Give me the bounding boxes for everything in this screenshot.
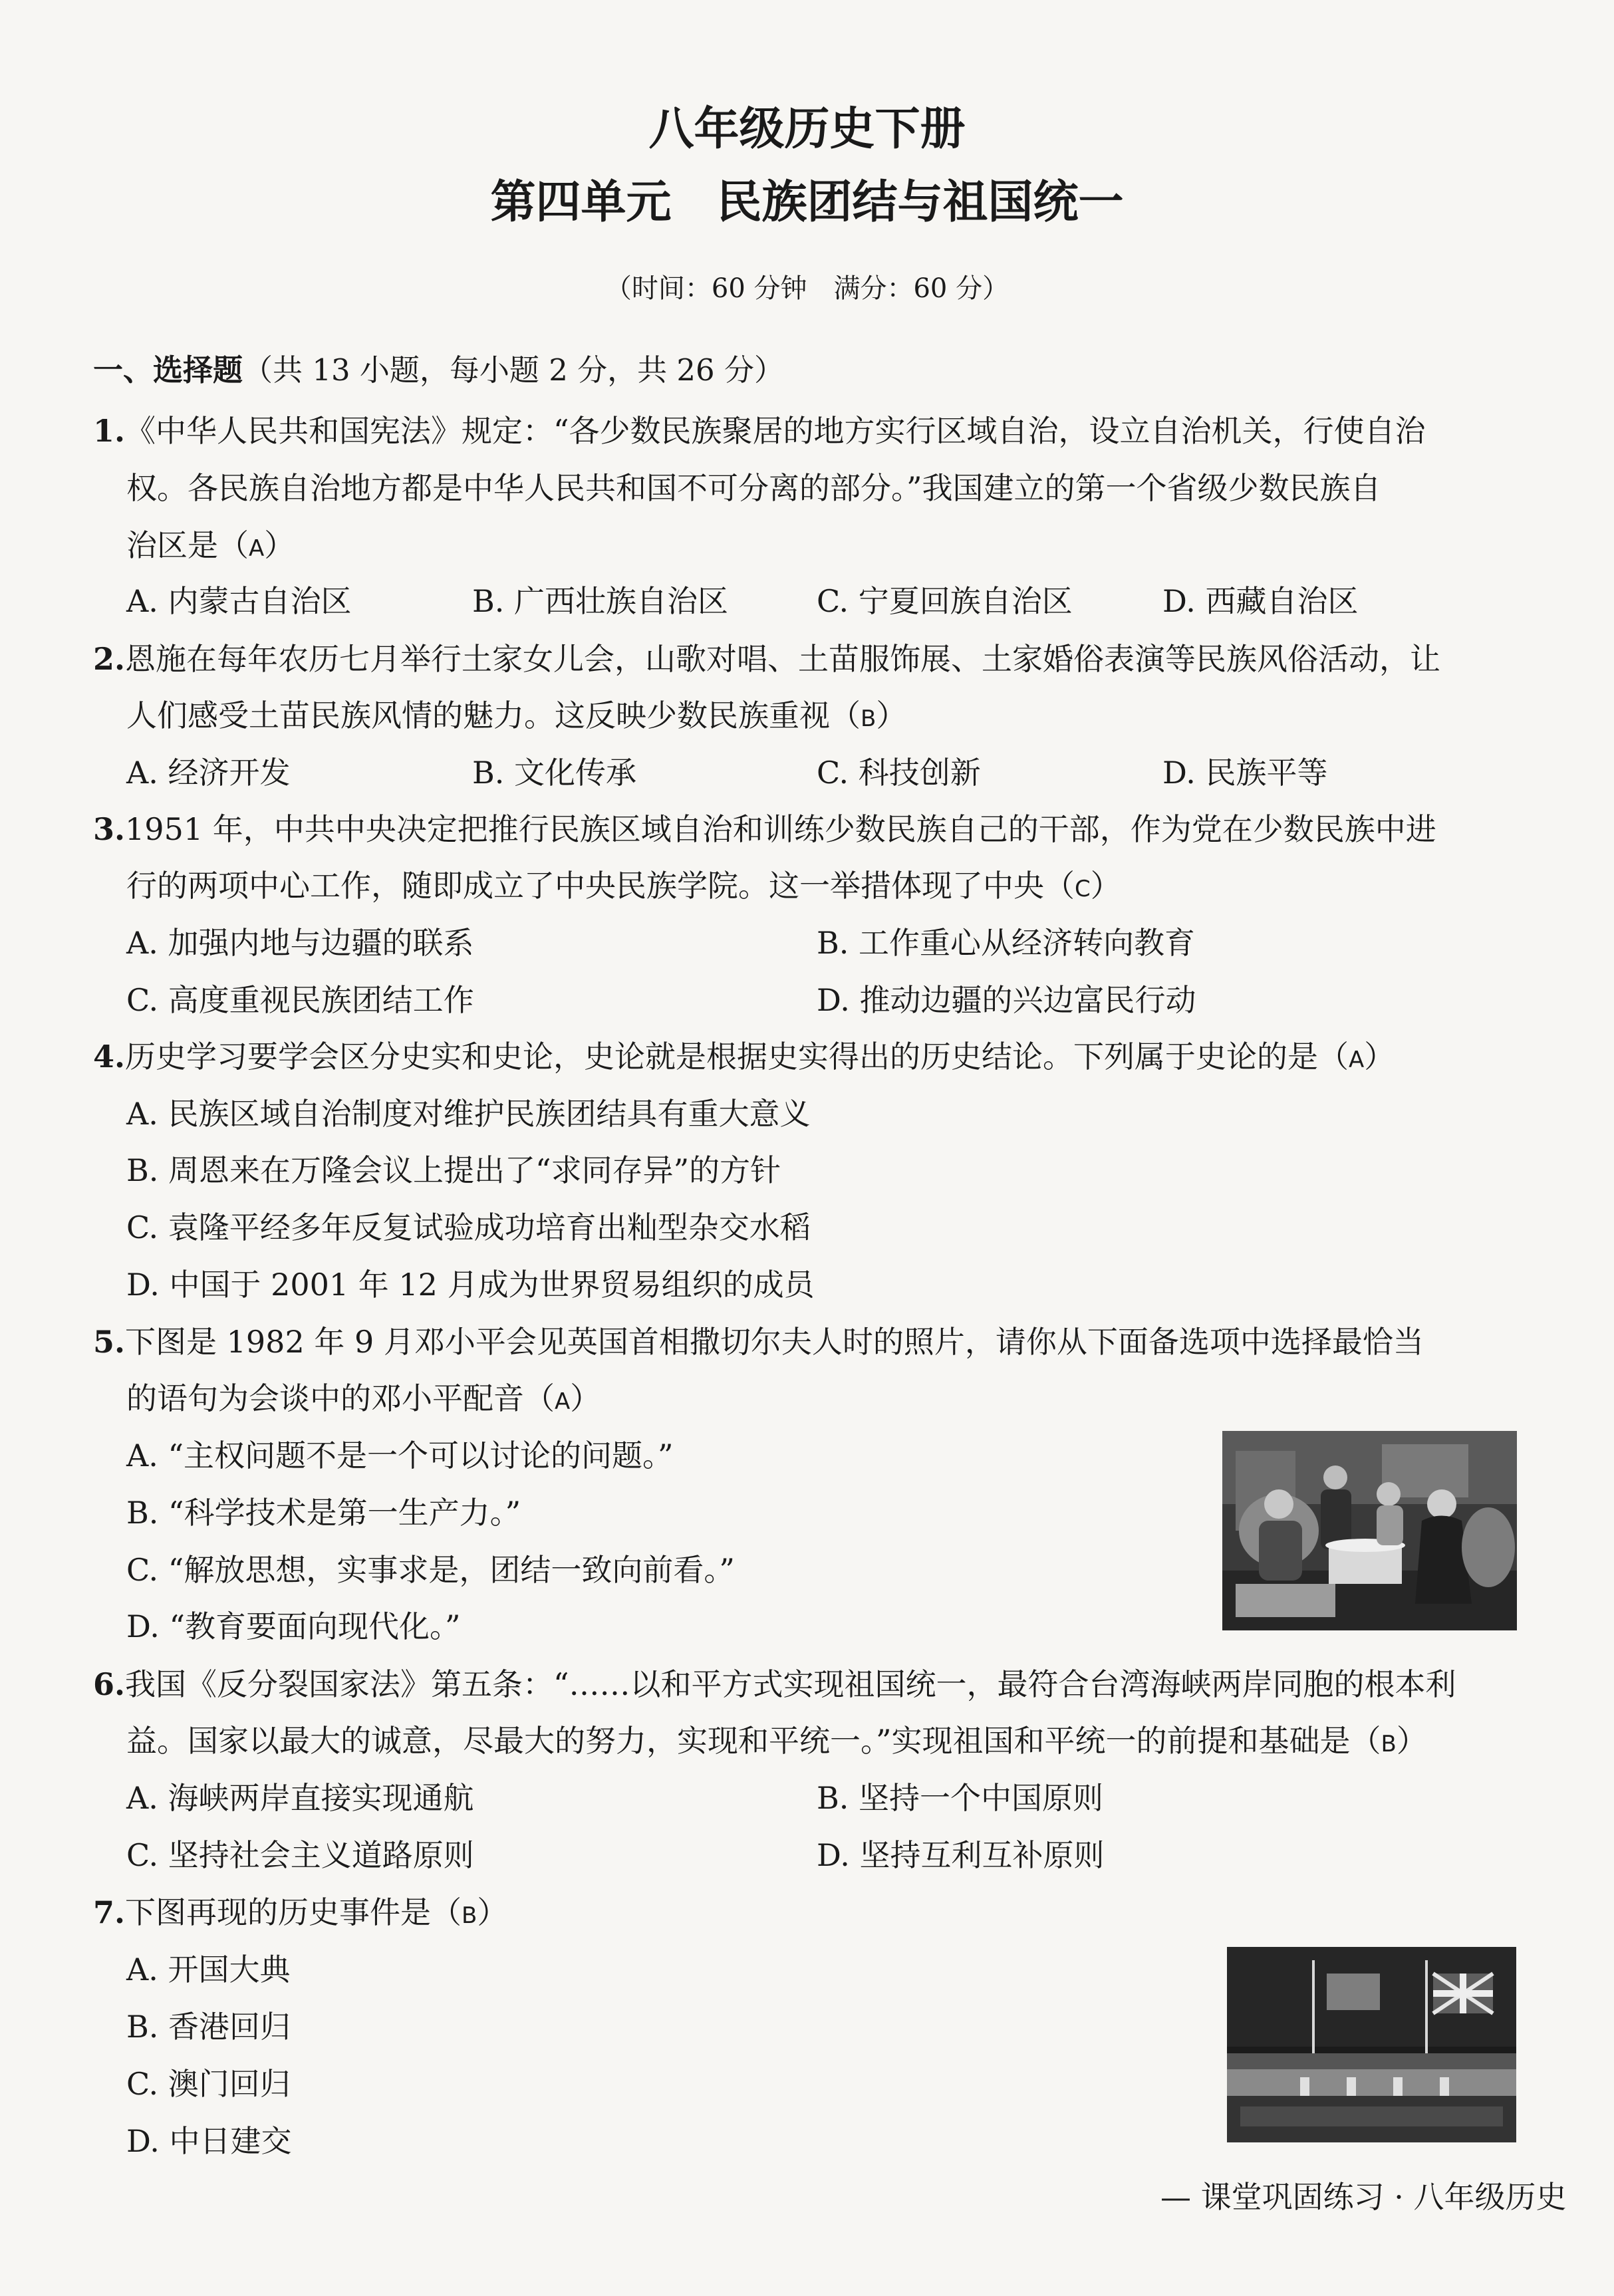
- option-a: A. 民族区域自治制度对维护民族团结具有重大意义: [126, 1096, 811, 1132]
- question-number: 4.: [93, 1039, 126, 1075]
- option-a: A. 加强内地与边疆的联系: [126, 925, 474, 961]
- option-a: A. 经济开发: [126, 755, 291, 791]
- question-1-line-2: 权。各民族自治地方都是中华人民共和国不可分离的部分。”我国建立的第一个省级少数民族自: [126, 470, 1381, 506]
- question-6-line-2: 益。国家以最大的诚意，尽最大的努力，实现和平统一。”实现祖国和平统一的前提和基础是（B）: [126, 1723, 1427, 1759]
- option-d: D. 推动边疆的兴边富民行动: [817, 982, 1196, 1018]
- answer-mark: A: [1349, 1047, 1365, 1073]
- question-1-line-1: 1.《中华人民共和国宪法》规定：“各少数民族聚居的地方实行区域自治，设立自治机关，行使自治: [93, 413, 1426, 449]
- section-desc: （共 13 小题，每小题 2 分，共 26 分）: [243, 352, 784, 388]
- question-number: 6.: [93, 1666, 126, 1702]
- answer-mark: C: [1075, 876, 1091, 902]
- option-b: B. 坚持一个中国原则: [817, 1780, 1104, 1816]
- option-b: B. 广西壮族自治区: [472, 583, 729, 619]
- exam-meta: （时间：60 分钟 满分：60 分）: [605, 273, 1009, 304]
- option-a: A. 海峡两岸直接实现通航: [126, 1780, 474, 1816]
- question-number: 3.: [93, 811, 126, 847]
- unit-title: 第四单元 民族团结与祖国统一: [490, 176, 1124, 229]
- option-b: B. 香港回归: [126, 2009, 291, 2045]
- option-c: C. 坚持社会主义道路原则: [126, 1837, 474, 1873]
- question-number: 1.: [93, 413, 126, 449]
- answer-mark: B: [1381, 1731, 1397, 1757]
- section-heading: [93, 346, 784, 389]
- option-c: C. 科技创新: [817, 755, 981, 791]
- meeting-photo-illustration: [1222, 1431, 1517, 1630]
- question-2-line-2: 人们感受土苗民族风情的魅力。这反映少数民族重视（B）: [126, 698, 907, 733]
- question-5-line-1: 5.下图是 1982 年 9 月邓小平会见英国首相撒切尔夫人时的照片，请你从下面备选项中选择最恰当: [93, 1324, 1424, 1360]
- option-a: A. 内蒙古自治区: [126, 583, 352, 619]
- option-c: C. 澳门回归: [126, 2066, 291, 2102]
- meeting-photo: [1222, 1431, 1517, 1630]
- option-b: B. 周恩来在万隆会议上提出了“求同存异”的方针: [126, 1152, 781, 1188]
- question-3-line-2: 行的两项中心工作，随即成立了中央民族学院。这一举措体现了中央（C）: [126, 868, 1121, 904]
- page-footer: — 课堂巩固练习 · 八年级历史: [1160, 2179, 1567, 2215]
- option-d: D. 西藏自治区: [1162, 583, 1359, 619]
- question-number: 7.: [93, 1894, 126, 1930]
- question-4-line-1: 4.历史学习要学会区分史实和史论，史论就是根据史实得出的历史结论。下列属于史论的是（A）: [93, 1039, 1395, 1075]
- question-2-line-1: 2.恩施在每年农历七月举行土家女儿会，山歌对唱、土苗服饰展、土家婚俗表演等民族风俗活动，让: [93, 641, 1441, 677]
- option-a: A. 开国大典: [126, 1952, 291, 1987]
- answer-mark: A: [249, 535, 265, 562]
- option-d: D. 民族平等: [1162, 755, 1328, 791]
- section-label: 一、选择题: [93, 352, 243, 388]
- option-d: D. 坚持互利互补原则: [817, 1837, 1105, 1873]
- option-c: C. “解放思想，实事求是，团结一致向前看。”: [126, 1552, 735, 1588]
- question-number: 2.: [93, 641, 126, 677]
- option-c: C. 高度重视民族团结工作: [126, 982, 474, 1018]
- page-title: 八年级历史下册: [648, 102, 966, 156]
- option-d: D. 中国于 2001 年 12 月成为世界贸易组织的成员: [126, 1267, 815, 1303]
- question-3-line-1: 3.1951 年，中共中央决定把推行民族区域自治和训练少数民族自己的干部，作为党在少数民族中进: [93, 811, 1436, 847]
- option-b: B. 文化传承: [472, 755, 637, 791]
- answer-mark: B: [462, 1902, 477, 1929]
- question-6-line-1: 6.我国《反分裂国家法》第五条：“……以和平方式实现祖国统一，最符合台湾海峡两岸同胞的根本利: [93, 1666, 1456, 1702]
- option-a: A. “主权问题不是一个可以讨论的问题。”: [126, 1438, 674, 1473]
- question-7-line-1: 7.下图再现的历史事件是（B）: [93, 1894, 508, 1930]
- option-c: C. 宁夏回族自治区: [817, 583, 1073, 619]
- option-d: D. “教育要面向现代化。”: [126, 1608, 461, 1644]
- option-c: C. 袁隆平经多年反复试验成功培育出籼型杂交水稻: [126, 1210, 811, 1245]
- answer-mark: A: [555, 1388, 571, 1415]
- answer-mark: B: [861, 705, 876, 732]
- option-b: B. “科学技术是第一生产力。”: [126, 1495, 521, 1531]
- question-5-line-2: 的语句为会谈中的邓小平配音（A）: [126, 1380, 601, 1416]
- option-d: D. 中日建交: [126, 2123, 292, 2159]
- question-1-line-3: 治区是（A）: [126, 527, 295, 563]
- ceremony-photo-illustration: [1227, 1947, 1516, 2142]
- option-b: B. 工作重心从经济转向教育: [817, 925, 1196, 961]
- question-number: 5.: [93, 1324, 126, 1360]
- ceremony-photo: [1227, 1947, 1516, 2142]
